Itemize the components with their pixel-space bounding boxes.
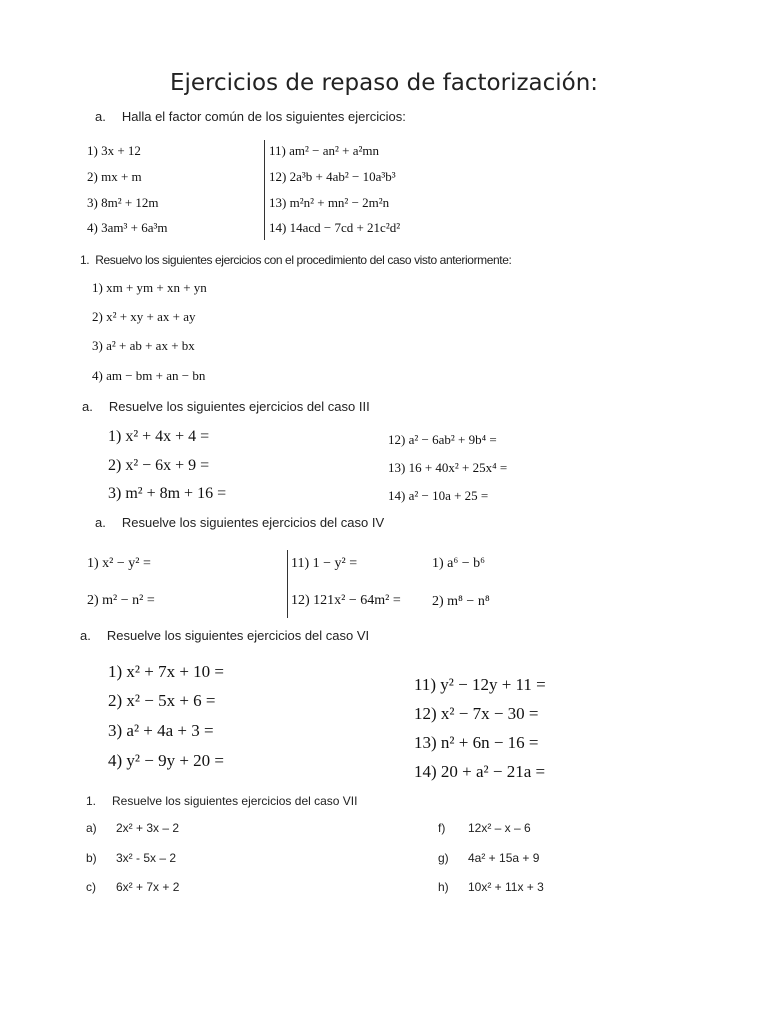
exercise-item: 1) xm + ym + xn + yn [92,280,207,295]
item-label: h) [438,880,449,894]
section-heading-text: Resuelve los siguientes ejercicios del caso VII [112,794,358,808]
exercise-item: 13) n² + 6n − 16 = [414,733,539,752]
exercise-item: 12) 121x² − 64m² = [291,593,401,608]
section-vii-heading [86,794,357,808]
exercise-item [86,851,176,865]
exercise-item: 11) am² − an² + a²mn [269,143,379,158]
exercise-item: 3) a² + ab + ax + bx [92,338,195,353]
exercise-item [86,821,179,835]
exercise-item: 14) 14acd − 7cd + 21c²d² [269,220,401,235]
section-marker: a. [95,109,106,124]
section-marker: 1. [80,253,90,267]
exercise-item [86,880,179,894]
item-label: f) [438,821,446,835]
column-divider [264,140,265,240]
item-expression: 2x² + 3x – 2 [116,821,180,835]
exercise-item: 2) m⁸ − n⁸ [432,594,490,609]
column-divider [287,550,288,618]
exercise-item: 2) x² + xy + ax + ay [92,309,196,324]
section-heading-text: Resuelve los siguientes ejercicios del caso VI [106,628,370,643]
exercise-item: 2) mx + m [87,169,142,184]
exercise-item: 2) x² − 5x + 6 = [108,691,216,710]
exercise-item: 12) a² − 6ab² + 9b⁴ = [388,432,497,447]
exercise-item: 13) m²n² + mn² − 2m²n [269,195,390,210]
exercise-item: 12) 2a³b + 4ab² − 10a³b³ [269,169,396,184]
exercise-item: 1) a⁶ − b⁶ [432,556,486,571]
item-label: c) [86,880,96,894]
item-label: a) [86,821,97,835]
exercise-item: 2) x² − 6x + 9 = [108,457,210,474]
section-marker: a. [82,399,93,414]
item-expression: 10x² + 11x + 3 [468,880,544,894]
exercise-item: 14) 20 + a² − 21a = [414,762,546,781]
exercise-item: 1) x² + 4x + 4 = [108,428,210,445]
section-a-heading [95,109,406,124]
exercise-item: 4) 3am³ + 6a³m [87,220,168,235]
exercise-item: 3) a² + 4a + 3 = [108,721,214,740]
section-vi-heading [80,628,369,643]
exercise-item: 2) m² − n² = [87,593,155,608]
item-expression: 3x² - 5x – 2 [116,851,177,865]
exercise-item [438,851,539,865]
section-heading-text: Resuelve los siguientes ejercicios del caso IV [121,515,385,530]
section-marker: a. [80,628,91,643]
section-1-heading [80,253,511,267]
exercise-item: 4) am − bm + an − bn [92,368,206,383]
section-heading-text: Resuelve los siguientes ejercicios del caso III [108,399,370,414]
section-heading-text: Resuelvo los siguientes ejercicios con el procedimiento del caso visto anteriormente: [95,253,512,267]
section-heading-text: Halla el factor común de los siguientes ejercicios: [121,109,406,124]
item-expression: 12x² – x – 6 [468,821,531,835]
page-title: Ejercicios de repaso de factorización: [169,70,599,96]
item-label: g) [438,851,449,865]
exercise-item: 12) x² − 7x − 30 = [414,704,539,723]
section-marker: a. [95,515,106,530]
section-marker: 1. [86,794,97,808]
exercise-item: 11) y² − 12y + 11 = [414,675,546,694]
exercise-item: 14) a² − 10a + 25 = [388,488,489,503]
exercise-item [438,821,531,835]
item-expression: 6x² + 7x + 2 [116,880,180,894]
exercise-item: 1) x² − y² = [87,556,151,571]
item-label: b) [86,851,97,865]
exercise-item: 3) m² + 8m + 16 = [108,485,227,502]
section-iii-heading [82,399,370,414]
item-expression: 4a² + 15a + 9 [468,851,540,865]
exercise-item: 3) 8m² + 12m [87,195,159,210]
exercise-item: 11) 1 − y² = [291,556,358,571]
exercise-item [438,880,544,894]
exercise-item: 1) x² + 7x + 10 = [108,662,225,681]
exercise-item: 1) 3x + 12 [87,143,141,158]
section-iv-heading [95,515,384,530]
exercise-item: 13) 16 + 40x² + 25x⁴ = [388,460,508,475]
exercise-item: 4) y² − 9y + 20 = [108,751,225,770]
